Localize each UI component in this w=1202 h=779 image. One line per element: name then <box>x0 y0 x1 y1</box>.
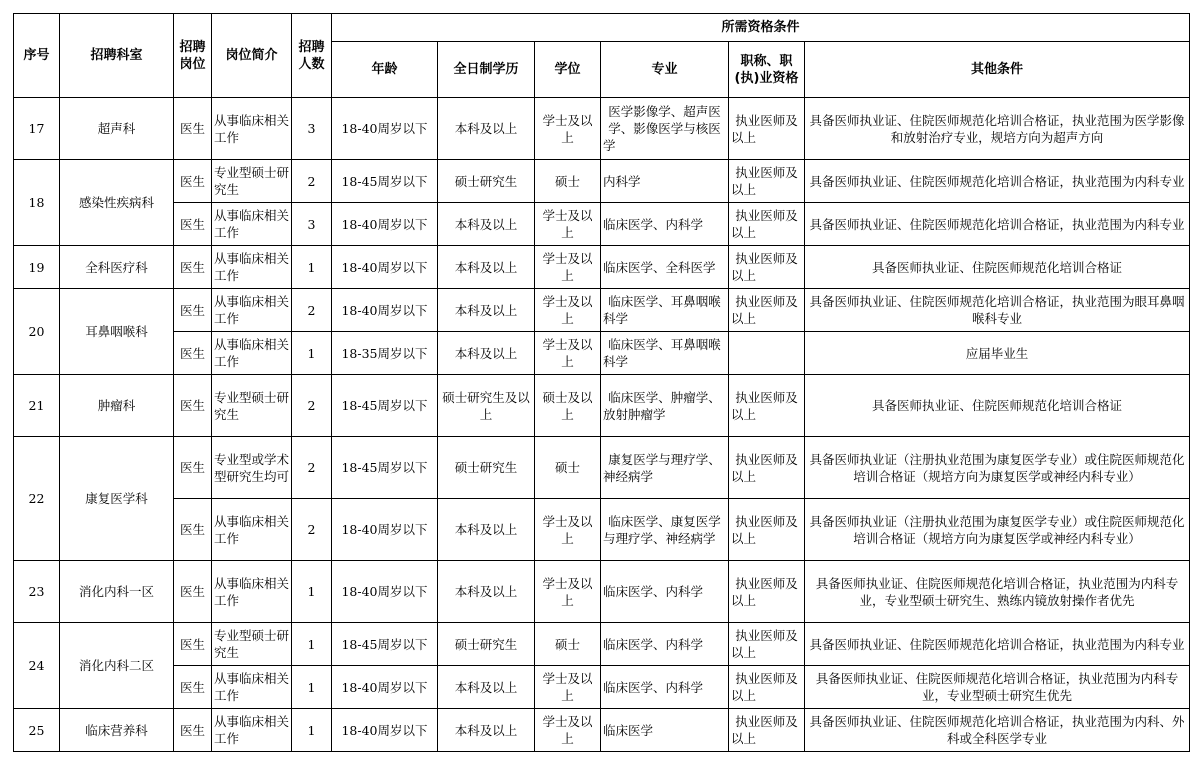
cell-education: 本科及以上 <box>438 709 535 752</box>
recruitment-table <box>13 13 1190 752</box>
cell-post: 医生 <box>174 666 212 709</box>
cell-count: 2 <box>292 289 332 332</box>
table-row <box>14 499 1190 561</box>
cell-education: 硕士研究生 <box>438 623 535 666</box>
header-title: 职称、职(执)业资格 <box>729 42 805 98</box>
cell-count: 2 <box>292 437 332 499</box>
cell-other: 具备医师执业证、住院医师规范化培训合格证，执业范围为内科专业 <box>805 203 1190 246</box>
cell-other: 具备医师执业证（注册执业范围为康复医学专业）或住院医师规范化培训合格证（规培方向为康复医学或神经内科专业） <box>805 437 1190 499</box>
cell-intro: 从事临床相关工作 <box>212 499 292 561</box>
cell-education: 硕士研究生 <box>438 160 535 203</box>
table-row <box>14 623 1190 666</box>
cell-title: 执业医师及以上 <box>729 499 805 561</box>
cell-post: 医生 <box>174 375 212 437</box>
cell-dept: 康复医学科 <box>60 437 174 561</box>
cell-dept: 消化内科二区 <box>60 623 174 709</box>
cell-dept: 耳鼻咽喉科 <box>60 289 174 375</box>
header-other: 其他条件 <box>805 42 1190 98</box>
cell-dept: 全科医疗科 <box>60 246 174 289</box>
cell-age: 18-45周岁以下 <box>332 375 438 437</box>
cell-education: 本科及以上 <box>438 666 535 709</box>
cell-intro: 从事临床相关工作 <box>212 709 292 752</box>
table-row <box>14 709 1190 752</box>
cell-major: 临床医学、耳鼻咽喉科学 <box>601 332 729 375</box>
cell-major: 临床医学、康复医学与理疗学、神经病学 <box>601 499 729 561</box>
cell-degree: 学士及以上 <box>535 666 601 709</box>
cell-count: 2 <box>292 499 332 561</box>
cell-education: 硕士研究生 <box>438 437 535 499</box>
cell-age: 18-40周岁以下 <box>332 499 438 561</box>
cell-age: 18-40周岁以下 <box>332 666 438 709</box>
cell-count: 1 <box>292 332 332 375</box>
cell-dept: 临床营养科 <box>60 709 174 752</box>
cell-seq: 24 <box>14 623 60 709</box>
cell-age: 18-40周岁以下 <box>332 98 438 160</box>
table-row <box>14 437 1190 499</box>
cell-intro: 专业型硕士研究生 <box>212 160 292 203</box>
cell-major: 临床医学、内科学 <box>601 203 729 246</box>
cell-major: 医学影像学、超声医学、影像医学与核医学 <box>601 98 729 160</box>
header-education: 全日制学历 <box>438 42 535 98</box>
cell-seq: 21 <box>14 375 60 437</box>
cell-other: 具备医师执业证、住院医师规范化培训合格证 <box>805 375 1190 437</box>
cell-education: 本科及以上 <box>438 246 535 289</box>
cell-education: 本科及以上 <box>438 561 535 623</box>
cell-title <box>729 332 805 375</box>
cell-count: 3 <box>292 203 332 246</box>
cell-post: 医生 <box>174 623 212 666</box>
cell-education: 硕士研究生及以上 <box>438 375 535 437</box>
cell-age: 18-40周岁以下 <box>332 246 438 289</box>
cell-other: 应届毕业生 <box>805 332 1190 375</box>
header-count: 招聘人数 <box>292 14 332 98</box>
cell-major: 临床医学、内科学 <box>601 561 729 623</box>
cell-other: 具备医师执业证、住院医师规范化培训合格证，执业范围为内科专业 <box>805 160 1190 203</box>
cell-other: 具备医师执业证、住院医师规范化培训合格证，执业范围为眼耳鼻咽喉科专业 <box>805 289 1190 332</box>
cell-education: 本科及以上 <box>438 98 535 160</box>
cell-title: 执业医师及以上 <box>729 160 805 203</box>
cell-seq: 19 <box>14 246 60 289</box>
cell-seq: 25 <box>14 709 60 752</box>
cell-degree: 学士及以上 <box>535 499 601 561</box>
cell-degree: 学士及以上 <box>535 203 601 246</box>
table-body <box>14 98 1190 752</box>
cell-intro: 专业型硕士研究生 <box>212 375 292 437</box>
cell-post: 医生 <box>174 561 212 623</box>
cell-age: 18-45周岁以下 <box>332 437 438 499</box>
table-row <box>14 98 1190 160</box>
table-row <box>14 203 1190 246</box>
cell-count: 2 <box>292 160 332 203</box>
cell-other: 具备医师执业证（注册执业范围为康复医学专业）或住院医师规范化培训合格证（规培方向为康复医学或神经内科专业） <box>805 499 1190 561</box>
cell-major: 临床医学、内科学 <box>601 623 729 666</box>
cell-intro: 从事临床相关工作 <box>212 246 292 289</box>
cell-age: 18-40周岁以下 <box>332 709 438 752</box>
cell-major: 内科学 <box>601 160 729 203</box>
cell-age: 18-35周岁以下 <box>332 332 438 375</box>
cell-degree: 学士及以上 <box>535 98 601 160</box>
cell-title: 执业医师及以上 <box>729 561 805 623</box>
cell-title: 执业医师及以上 <box>729 709 805 752</box>
table-row <box>14 289 1190 332</box>
cell-major: 临床医学 <box>601 709 729 752</box>
cell-major: 临床医学、肿瘤学、放射肿瘤学 <box>601 375 729 437</box>
cell-other: 具备医师执业证、住院医师规范化培训合格证，执业范围为内科、外科或全科医学专业 <box>805 709 1190 752</box>
cell-age: 18-40周岁以下 <box>332 203 438 246</box>
table-row <box>14 375 1190 437</box>
cell-intro: 从事临床相关工作 <box>212 666 292 709</box>
cell-count: 1 <box>292 709 332 752</box>
table-row <box>14 160 1190 203</box>
cell-degree: 硕士 <box>535 623 601 666</box>
cell-title: 执业医师及以上 <box>729 203 805 246</box>
cell-title: 执业医师及以上 <box>729 246 805 289</box>
cell-seq: 22 <box>14 437 60 561</box>
cell-title: 执业医师及以上 <box>729 437 805 499</box>
cell-title: 执业医师及以上 <box>729 623 805 666</box>
cell-intro: 从事临床相关工作 <box>212 561 292 623</box>
cell-title: 执业医师及以上 <box>729 98 805 160</box>
cell-intro: 从事临床相关工作 <box>212 289 292 332</box>
table-row <box>14 246 1190 289</box>
cell-dept: 肿瘤科 <box>60 375 174 437</box>
table-row <box>14 666 1190 709</box>
cell-count: 2 <box>292 375 332 437</box>
cell-intro: 专业型或学术型研究生均可 <box>212 437 292 499</box>
cell-post: 医生 <box>174 499 212 561</box>
cell-post: 医生 <box>174 709 212 752</box>
header-intro: 岗位简介 <box>212 14 292 98</box>
header-dept: 招聘科室 <box>60 14 174 98</box>
cell-degree: 学士及以上 <box>535 709 601 752</box>
cell-dept: 超声科 <box>60 98 174 160</box>
cell-other: 具备医师执业证、住院医师规范化培训合格证 <box>805 246 1190 289</box>
cell-age: 18-45周岁以下 <box>332 623 438 666</box>
cell-major: 康复医学与理疗学、神经病学 <box>601 437 729 499</box>
cell-education: 本科及以上 <box>438 289 535 332</box>
cell-post: 医生 <box>174 437 212 499</box>
cell-seq: 20 <box>14 289 60 375</box>
header-major: 专业 <box>601 42 729 98</box>
cell-seq: 23 <box>14 561 60 623</box>
header-qualification-group: 所需资格条件 <box>332 14 1190 42</box>
table-row <box>14 561 1190 623</box>
cell-count: 1 <box>292 561 332 623</box>
cell-major: 临床医学、内科学 <box>601 666 729 709</box>
cell-post: 医生 <box>174 160 212 203</box>
cell-other: 具备医师执业证、住院医师规范化培训合格证，执业范围为内科专业，专业型硕士研究生、熟练内镜放射操作者优先 <box>805 561 1190 623</box>
cell-post: 医生 <box>174 98 212 160</box>
cell-degree: 学士及以上 <box>535 332 601 375</box>
cell-count: 1 <box>292 666 332 709</box>
cell-education: 本科及以上 <box>438 332 535 375</box>
cell-degree: 学士及以上 <box>535 561 601 623</box>
cell-count: 3 <box>292 98 332 160</box>
cell-title: 执业医师及以上 <box>729 375 805 437</box>
cell-post: 医生 <box>174 203 212 246</box>
cell-other: 具备医师执业证、住院医师规范化培训合格证，执业范围为内科专业 <box>805 623 1190 666</box>
cell-intro: 从事临床相关工作 <box>212 98 292 160</box>
cell-post: 医生 <box>174 246 212 289</box>
cell-other: 具备医师执业证、住院医师规范化培训合格证，执业范围为医学影像和放射治疗专业，规培方向为超声方向 <box>805 98 1190 160</box>
table-row <box>14 332 1190 375</box>
cell-age: 18-40周岁以下 <box>332 561 438 623</box>
cell-intro: 专业型硕士研究生 <box>212 623 292 666</box>
cell-age: 18-40周岁以下 <box>332 289 438 332</box>
cell-post: 医生 <box>174 332 212 375</box>
cell-degree: 学士及以上 <box>535 246 601 289</box>
cell-intro: 从事临床相关工作 <box>212 332 292 375</box>
cell-education: 本科及以上 <box>438 499 535 561</box>
cell-degree: 学士及以上 <box>535 289 601 332</box>
header-post: 招聘岗位 <box>174 14 212 98</box>
cell-seq: 17 <box>14 98 60 160</box>
cell-degree: 硕士及以上 <box>535 375 601 437</box>
cell-age: 18-45周岁以下 <box>332 160 438 203</box>
cell-dept: 感染性疾病科 <box>60 160 174 246</box>
cell-title: 执业医师及以上 <box>729 666 805 709</box>
cell-major: 临床医学、耳鼻咽喉科学 <box>601 289 729 332</box>
cell-title: 执业医师及以上 <box>729 289 805 332</box>
cell-degree: 硕士 <box>535 160 601 203</box>
cell-count: 1 <box>292 623 332 666</box>
cell-other: 具备医师执业证、住院医师规范化培训合格证，执业范围为内科专业，专业型硕士研究生优先 <box>805 666 1190 709</box>
cell-intro: 从事临床相关工作 <box>212 203 292 246</box>
header-age: 年龄 <box>332 42 438 98</box>
cell-degree: 硕士 <box>535 437 601 499</box>
cell-count: 1 <box>292 246 332 289</box>
cell-major: 临床医学、全科医学 <box>601 246 729 289</box>
header-seq: 序号 <box>14 14 60 98</box>
cell-education: 本科及以上 <box>438 203 535 246</box>
cell-seq: 18 <box>14 160 60 246</box>
header-degree: 学位 <box>535 42 601 98</box>
cell-dept: 消化内科一区 <box>60 561 174 623</box>
cell-post: 医生 <box>174 289 212 332</box>
